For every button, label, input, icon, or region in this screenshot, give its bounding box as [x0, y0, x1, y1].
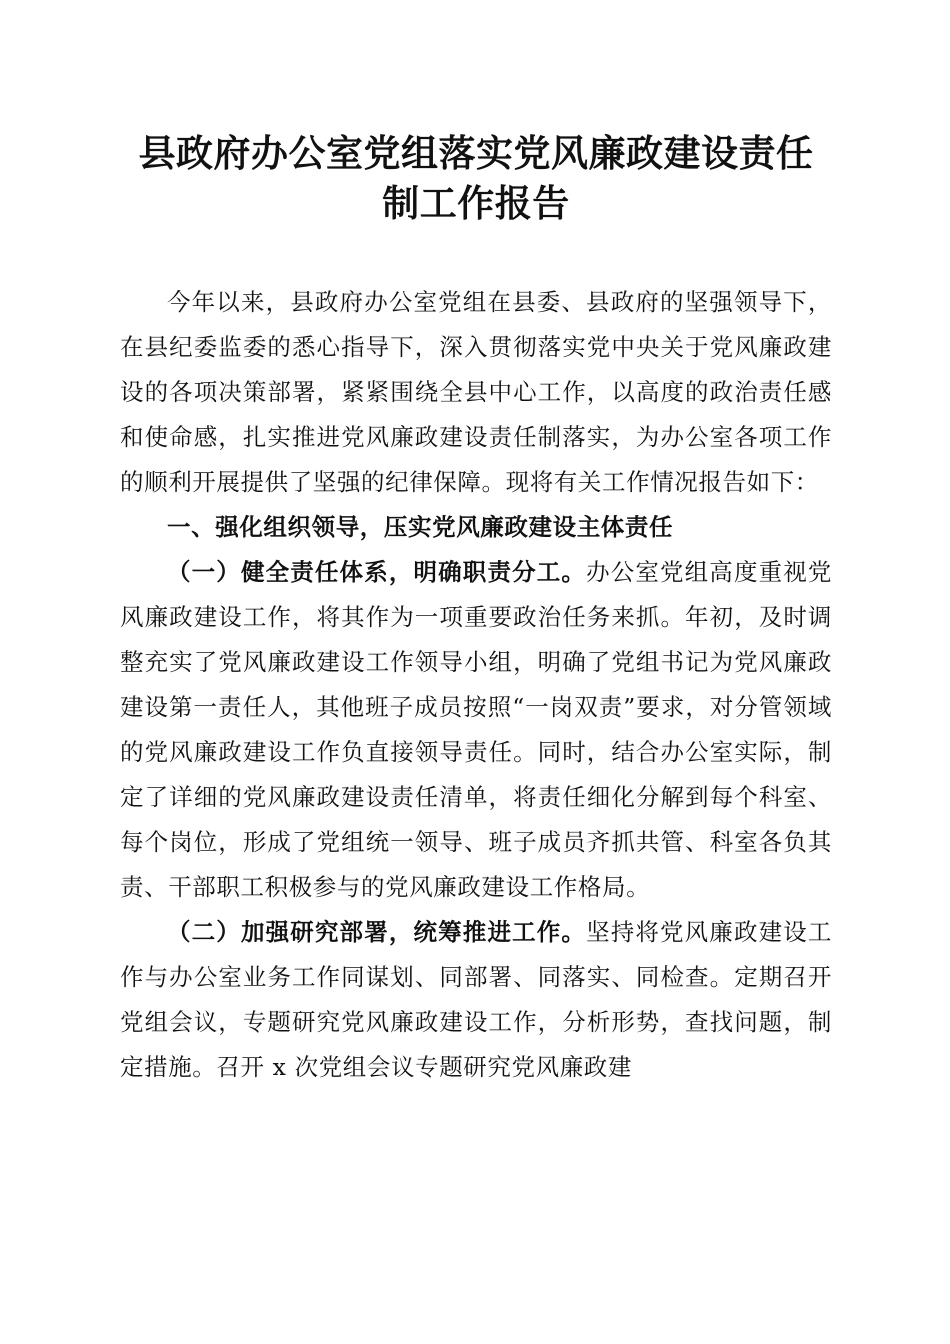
item-body-1: 办公室党组高度重视党风廉政建设工作，将其作为一项重要政治任务来抓。年初，及时调整充实了党风廉政建设工作领导小组，明确了党组书记为党风廉政建设第一责任人，其他班子成员按照“一岗双责”要求，对分管领域的党风廉政建设工作负直接领导责任。同时，结合办公室实际，制定了详细的党风廉政建设责任清单，将责任细化分解到每个科室、每个岗位，形成了党组统一领导、班子成员齐抓共管、科室各负其责、干部职工积极参与的党风廉政建设工作格局。	[120, 558, 833, 901]
item-body-2: 坚持将党风廉政建设工作与办公室业务工作同谋划、同部署、同落实、同检查。定期召开党组会议，专题研究党风廉政建设工作，分析形势，查找问题，制定措施。召开 x 次党组会议专题研究党风廉政建	[120, 918, 833, 1081]
intro-paragraph: 今年以来，县政府办公室党组在县委、县政府的坚强领导下，在县纪委监委的悉心指导下，深入贯彻落实党中央关于党风廉政建设的各项决策部署，紧紧围绕全县中心工作，以高度的政治责任感和使命感，扎实推进党风廉政建设责任制落实，为办公室各项工作的顺利开展提供了坚强的纪律保障。现将有关工作情况报告如下：	[120, 288, 832, 496]
item-paragraph-1	[120, 550, 832, 910]
document-page	[120, 128, 832, 1090]
item-paragraph-2	[120, 910, 832, 1090]
item-lead-1: （一）健全责任体系，明确职责分工。	[167, 558, 587, 586]
document-body	[120, 280, 832, 1090]
item-lead-2: （二）加强研究部署，统筹推进工作。	[167, 918, 587, 946]
document-title: 县政府办公室党组落实党风廉政建设责任制工作报告	[138, 131, 814, 225]
section-heading-1: 一、强化组织领导，压实党风廉政建设主体责任	[167, 513, 674, 541]
